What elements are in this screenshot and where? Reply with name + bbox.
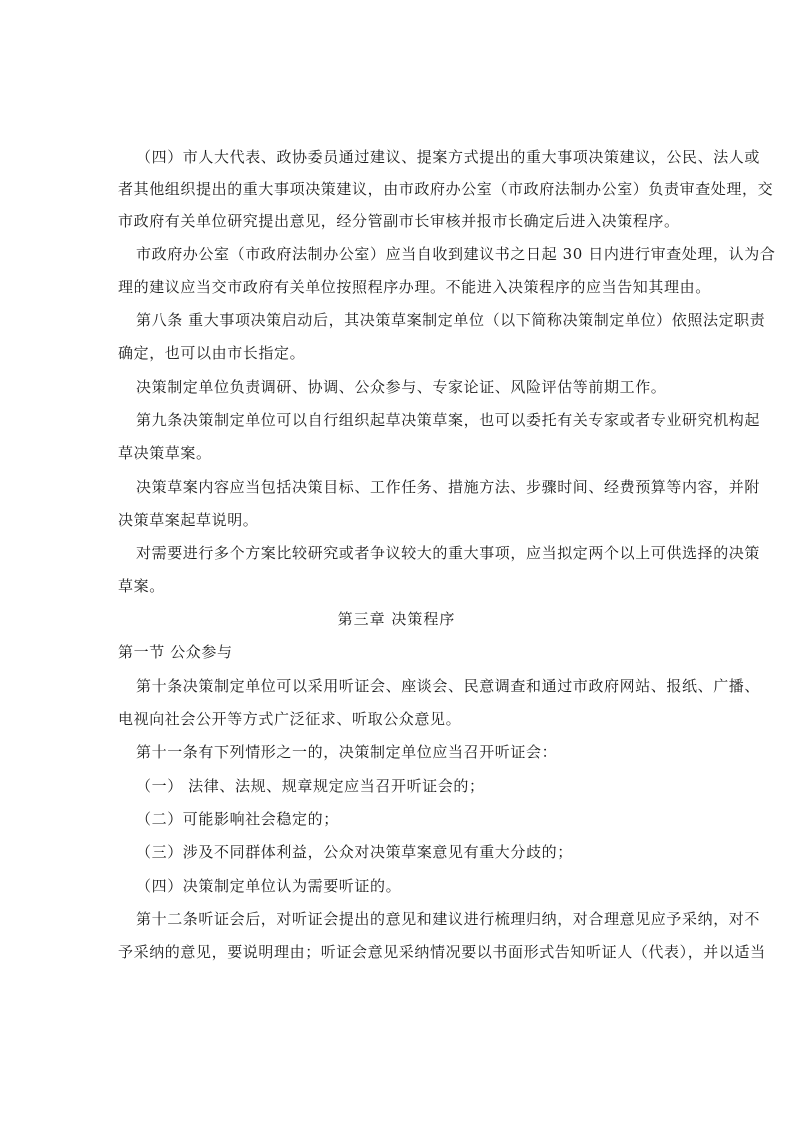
paragraph-line: 确定，也可以由市长指定。 [118, 344, 306, 362]
list-item: （三）涉及不同群体利益，公众对决策草案意见有重大分歧的； [136, 843, 573, 861]
chapter-heading: 第三章 决策程序 [337, 610, 456, 628]
paragraph-line: 予采纳的意见，要说明理由；听证会意见采纳情况要以书面形式告知听证人（代表），并以适当 [118, 943, 766, 961]
article-8-line: 第八条 重大事项决策启动后，其决策草案制定单位（以下简称决策制定单位）依照法定职责 [136, 311, 766, 329]
paragraph-line: 草决策草案。 [118, 444, 212, 462]
paragraph-line: 者其他组织提出的重大事项决策建议，由市政府办公室（市政府法制办公室）负责审查处理，交 [118, 180, 774, 198]
paragraph-line: 决策草案内容应当包括决策目标、工作任务、措施方法、步骤时间、经费预算等内容，并附 [136, 478, 761, 496]
paragraph-line: 对需要进行多个方案比较研究或者争议较大的重大事项，应当拟定两个以上可供选择的决策 [136, 544, 761, 562]
article-11-line: 第十一条有下列情形之一的，决策制定单位应当召开听证会： [136, 743, 558, 761]
paragraph-line: （四）市人大代表、政协委员通过建议、提案方式提出的重大事项决策建议，公民、法人或 [136, 148, 761, 166]
paragraph-line: 市政府有关单位研究提出意见，经分管副市长审核并报市长确定后进入决策程序。 [118, 212, 680, 230]
list-item: （一） 法律、法规、规章规定应当召开听证会的； [136, 777, 485, 795]
article-10-line: 第十条决策制定单位可以采用听证会、座谈会、民意调查和通过市政府网站、报纸、广播、 [136, 677, 761, 695]
article-9-line: 第九条决策制定单位可以自行组织起草决策草案，也可以委托有关专家或者专业研究机构起 [136, 411, 761, 429]
paragraph-line: 决策草案起草说明。 [118, 511, 259, 529]
list-item: （四）决策制定单位认为需要听证的。 [136, 877, 402, 895]
paragraph-line: 决策制定单位负责调研、协调、公众参与、专家论证、风险评估等前期工作。 [136, 378, 667, 396]
paragraph-line: 理的建议应当交市政府有关单位按照程序办理。不能进入决策程序的应当告知其理由。 [118, 278, 711, 296]
article-12-line: 第十二条听证会后，对听证会提出的意见和建议进行梳理归纳，对合理意见应予采纳，对不 [136, 910, 761, 928]
paragraph-line: 市政府办公室（市政府法制办公室）应当自收到建议书之日起 30 日内进行审查处理，认为合 [136, 245, 776, 263]
section-heading: 第一节 公众参与 [118, 643, 233, 661]
paragraph-line: 电视向社会公开等方式广泛征求、听取公众意见。 [118, 710, 462, 728]
list-item: （二）可能影响社会稳定的； [136, 810, 339, 828]
paragraph-line: 草案。 [118, 577, 165, 595]
